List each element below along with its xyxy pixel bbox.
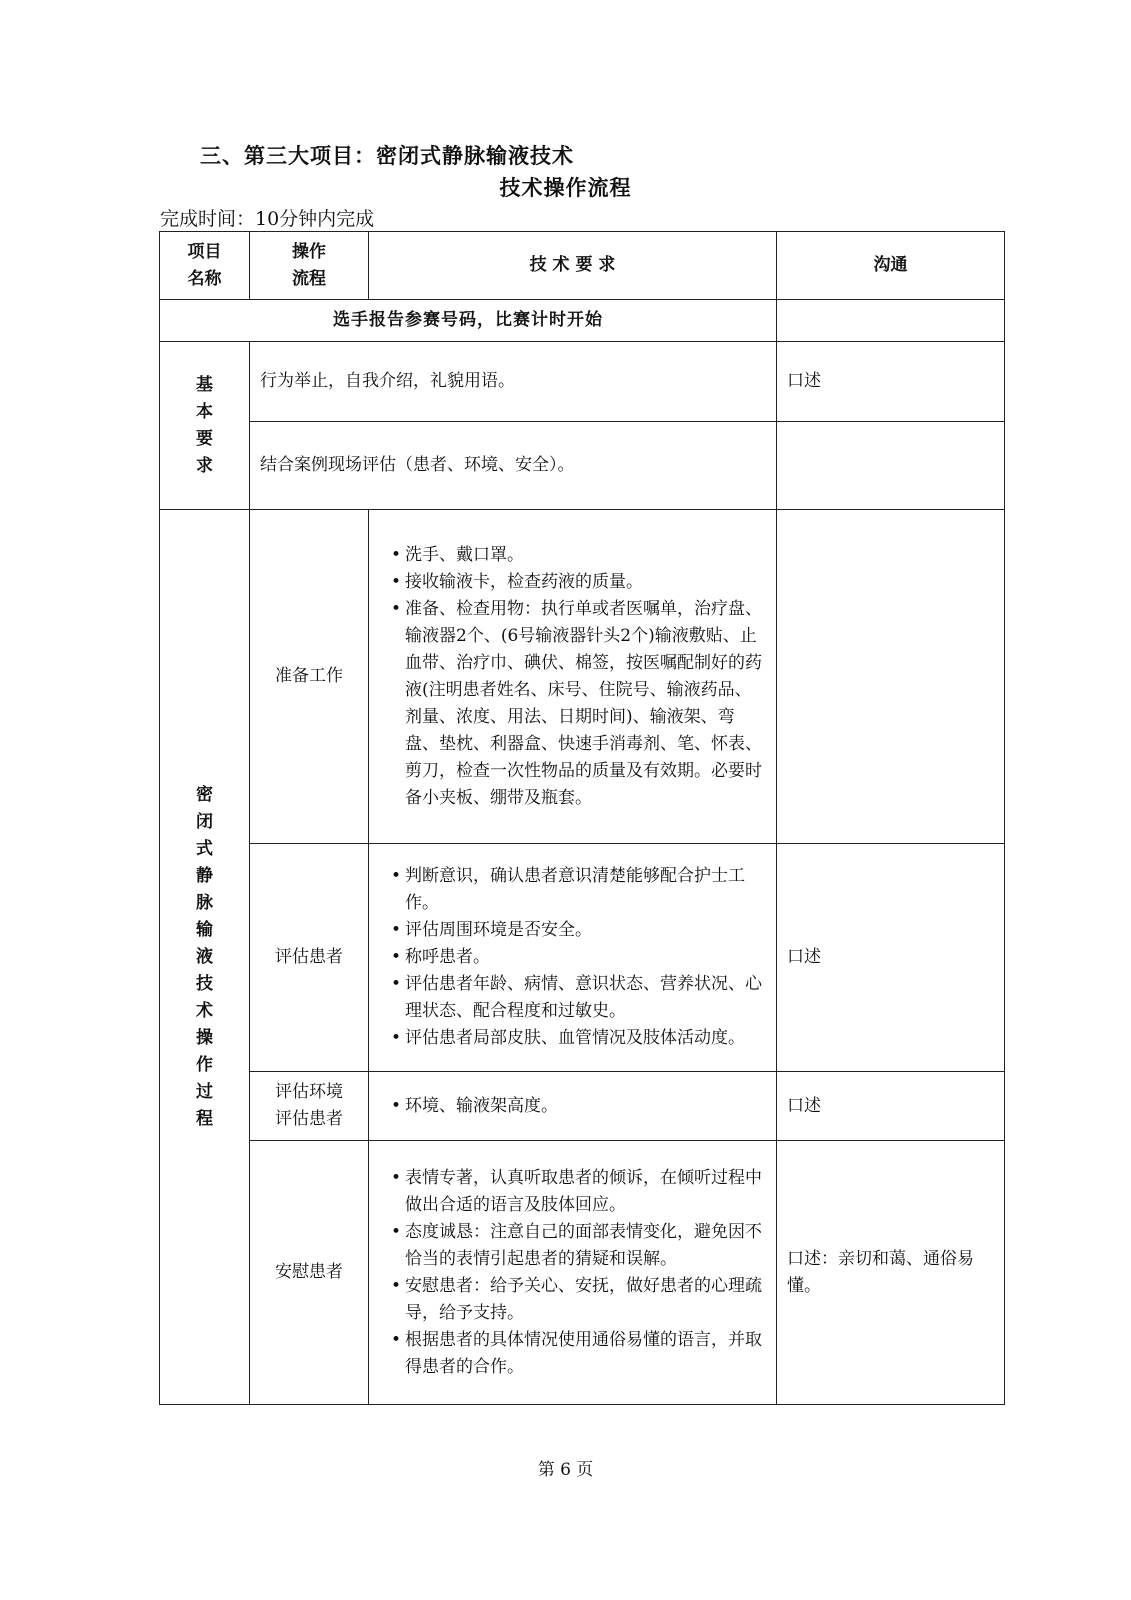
category-char: 作 — [196, 1055, 213, 1075]
header-operation-flow: 操作 流程 — [250, 232, 369, 300]
basic-comm-1: 口述 — [777, 342, 1005, 422]
step-comm-assess-patient: 口述 — [777, 844, 1005, 1072]
step-reqs-assess-env — [369, 1072, 777, 1141]
category-char: 输 — [196, 920, 213, 940]
table-row — [160, 1072, 1005, 1141]
category-char: 本 — [196, 401, 213, 422]
category-char: 密 — [196, 785, 213, 805]
step-comm-comfort: 口述：亲切和蔼、通俗易懂。 — [777, 1141, 1005, 1405]
requirement-item: • 接收输液卡，检查药液的质量。 — [405, 569, 766, 596]
table-row — [160, 342, 1005, 422]
basic-req-1: 行为举止，自我介绍，礼貌用语。 — [250, 342, 777, 422]
category-char: 操 — [196, 1028, 213, 1048]
requirement-item: • 表情专著，认真听取患者的倾诉，在倾听过程中做出合适的语言及肢体回应。 — [405, 1165, 766, 1219]
section-title: 三、第三大项目：密闭式静脉输液技术 — [200, 143, 574, 168]
start-row-comm — [777, 300, 1005, 342]
step-name-assess-patient: 评估患者 — [250, 844, 369, 1072]
header-communication: 沟通 — [777, 232, 1005, 300]
step-name-assess-env: 评估环境 评估患者 — [250, 1072, 369, 1141]
category-basic-requirements — [160, 342, 250, 510]
category-char: 程 — [196, 1109, 213, 1129]
requirement-item: • 准备、检查用物：执行单或者医嘱单，治疗盘、输液器2个、(6号输液器针头2个)输液敷贴、止血带、治疗巾、碘伏、棉签，按医嘱配制好的药液(注明患者姓名、床号、住院号、输液药品、剂量、浓度、用法、日期时间)、输液架、弯盘、垫枕、利器盒、快速手消毒剂、笔、怀表、剪刀，检查一次性物品的质量及有效期。必要时备小夹板、绷带及瓶套。 — [405, 596, 766, 812]
table-row — [160, 510, 1005, 844]
step-comm-assess-env: 口述 — [777, 1072, 1005, 1141]
category-char: 脉 — [196, 893, 213, 913]
category-char: 静 — [196, 866, 213, 886]
category-char: 式 — [196, 839, 213, 859]
requirement-item: • 根据患者的具体情况使用通俗易懂的语言，并取得患者的合作。 — [405, 1327, 766, 1381]
sub-title: 技术操作流程 — [499, 175, 632, 200]
page-footer: 第 6 页 — [537, 1460, 594, 1480]
requirement-item: • 评估周围环境是否安全。 — [405, 917, 766, 944]
step-reqs-comfort — [369, 1141, 777, 1405]
header-item-name: 项目 名称 — [160, 232, 250, 300]
requirement-item: • 称呼患者。 — [405, 944, 766, 971]
category-char: 过 — [196, 1082, 213, 1102]
category-char: 基 — [196, 374, 213, 395]
category-process — [160, 510, 250, 1405]
requirement-item: • 评估患者年龄、病情、意识状态、营养状况、心理状态、配合程度和过敏史。 — [405, 971, 766, 1025]
table-header-row — [160, 232, 1005, 300]
requirement-item: • 环境、输液架高度。 — [405, 1093, 766, 1120]
requirement-item: • 态度诚恳：注意自己的面部表情变化，避免因不恰当的表情引起患者的猜疑和误解。 — [405, 1219, 766, 1273]
step-comm-prep — [777, 510, 1005, 844]
table-row — [160, 844, 1005, 1072]
step-reqs-assess-patient — [369, 844, 777, 1072]
requirement-item: • 洗手、戴口罩。 — [405, 542, 766, 569]
step-name-prep: 准备工作 — [250, 510, 369, 844]
table-row — [160, 422, 1005, 510]
category-char: 求 — [196, 455, 213, 476]
completion-time: 完成时间：10分钟内完成 — [160, 208, 375, 230]
start-row — [160, 300, 1005, 342]
procedure-table — [159, 231, 1005, 1405]
category-char: 液 — [196, 947, 213, 967]
requirement-item: • 安慰患者：给予关心、安抚，做好患者的心理疏导，给予支持。 — [405, 1273, 766, 1327]
basic-req-2: 结合案例现场评估（患者、环境、安全）。 — [250, 422, 777, 510]
start-row-text: 选手报告参赛号码，比赛计时开始 — [160, 300, 777, 342]
step-reqs-prep — [369, 510, 777, 844]
basic-comm-2 — [777, 422, 1005, 510]
category-char: 要 — [196, 428, 213, 449]
category-char: 术 — [196, 1001, 213, 1021]
header-tech-requirements: 技 术 要 求 — [369, 232, 777, 300]
requirement-item: • 评估患者局部皮肤、血管情况及肢体活动度。 — [405, 1025, 766, 1052]
category-char: 闭 — [196, 812, 213, 832]
step-name-comfort: 安慰患者 — [250, 1141, 369, 1405]
table-row — [160, 1141, 1005, 1405]
category-char: 技 — [196, 974, 213, 994]
requirement-item: • 判断意识，确认患者意识清楚能够配合护士工作。 — [405, 863, 766, 917]
